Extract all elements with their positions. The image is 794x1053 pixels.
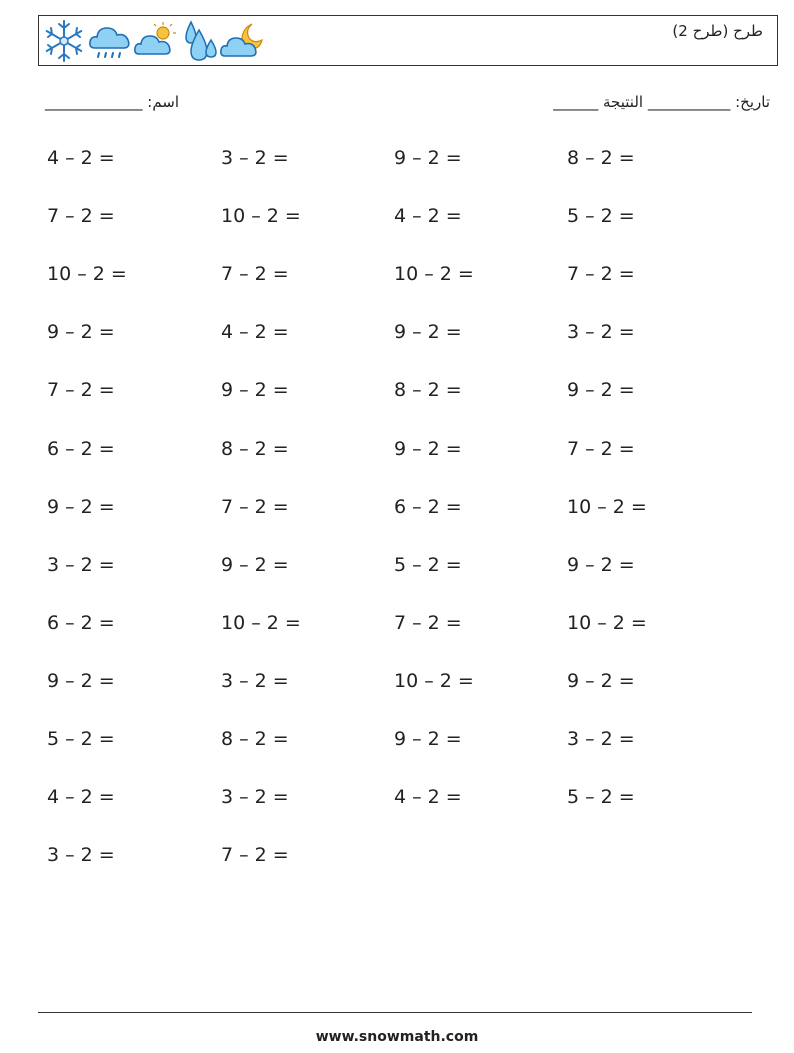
worksheet-header [38, 15, 778, 66]
footer-site: www.snowmath.com [315, 1029, 479, 1045]
problem-item: 5 – 2 = [567, 786, 635, 808]
problem-item: 9 – 2 = [394, 147, 462, 169]
problem-item: 7 – 2 = [47, 379, 115, 401]
problem-item: 8 – 2 = [394, 379, 462, 401]
problem-item: 7 – 2 = [47, 205, 115, 227]
worksheet-title: طرح (طرح 2) [672, 22, 763, 40]
problem-item: 9 – 2 = [394, 728, 462, 750]
problem-item: 10 – 2 = [567, 612, 647, 634]
problem-item: 3 – 2 = [47, 844, 115, 866]
problem-item: 7 – 2 = [394, 612, 462, 634]
sun-cloud-icon [133, 18, 179, 64]
problem-item: 3 – 2 = [47, 554, 115, 576]
problem-item: 9 – 2 = [221, 554, 289, 576]
problem-item: 6 – 2 = [47, 438, 115, 460]
problem-item: 9 – 2 = [394, 321, 462, 343]
problem-item: 7 – 2 = [221, 263, 289, 285]
problem-item: 10 – 2 = [567, 496, 647, 518]
problem-item: 4 – 2 = [47, 786, 115, 808]
problem-item: 9 – 2 = [567, 554, 635, 576]
problem-item: 9 – 2 = [47, 496, 115, 518]
problem-item: 10 – 2 = [221, 205, 301, 227]
problem-item: 8 – 2 = [221, 438, 289, 460]
date-score-field: تاريخ: ___________ النتيجة ______ [553, 93, 770, 111]
problem-item: 5 – 2 = [394, 554, 462, 576]
problem-item: 4 – 2 = [47, 147, 115, 169]
problem-item: 4 – 2 = [221, 321, 289, 343]
problem-item: 8 – 2 = [567, 147, 635, 169]
problem-item: 7 – 2 = [567, 438, 635, 460]
problem-item: 7 – 2 = [221, 496, 289, 518]
problem-item: 5 – 2 = [47, 728, 115, 750]
problem-item: 7 – 2 = [221, 844, 289, 866]
snowflake-icon [41, 18, 87, 64]
problem-item: 9 – 2 = [47, 670, 115, 692]
problem-item: 9 – 2 = [47, 321, 115, 343]
problem-item: 10 – 2 = [394, 670, 474, 692]
problem-item: 7 – 2 = [567, 263, 635, 285]
problem-item: 8 – 2 = [221, 728, 289, 750]
water-drops-icon [179, 18, 219, 64]
problem-item: 4 – 2 = [394, 786, 462, 808]
problem-item: 9 – 2 = [567, 670, 635, 692]
problem-item: 9 – 2 = [394, 438, 462, 460]
problem-item: 10 – 2 = [394, 263, 474, 285]
moon-cloud-icon [219, 18, 267, 64]
problem-item: 9 – 2 = [567, 379, 635, 401]
problem-item: 10 – 2 = [221, 612, 301, 634]
problem-item: 6 – 2 = [394, 496, 462, 518]
problem-item: 5 – 2 = [567, 205, 635, 227]
weather-icons [41, 18, 267, 64]
rain-cloud-icon [87, 18, 133, 64]
problem-item: 3 – 2 = [221, 786, 289, 808]
problem-item: 9 – 2 = [221, 379, 289, 401]
problem-item: 3 – 2 = [221, 670, 289, 692]
problem-item: 3 – 2 = [221, 147, 289, 169]
problem-item: 6 – 2 = [47, 612, 115, 634]
problem-item: 10 – 2 = [47, 263, 127, 285]
problem-item: 3 – 2 = [567, 728, 635, 750]
name-field: اسم: _____________ [45, 93, 180, 111]
footer-divider [38, 1012, 752, 1013]
problem-item: 3 – 2 = [567, 321, 635, 343]
problem-item: 4 – 2 = [394, 205, 462, 227]
